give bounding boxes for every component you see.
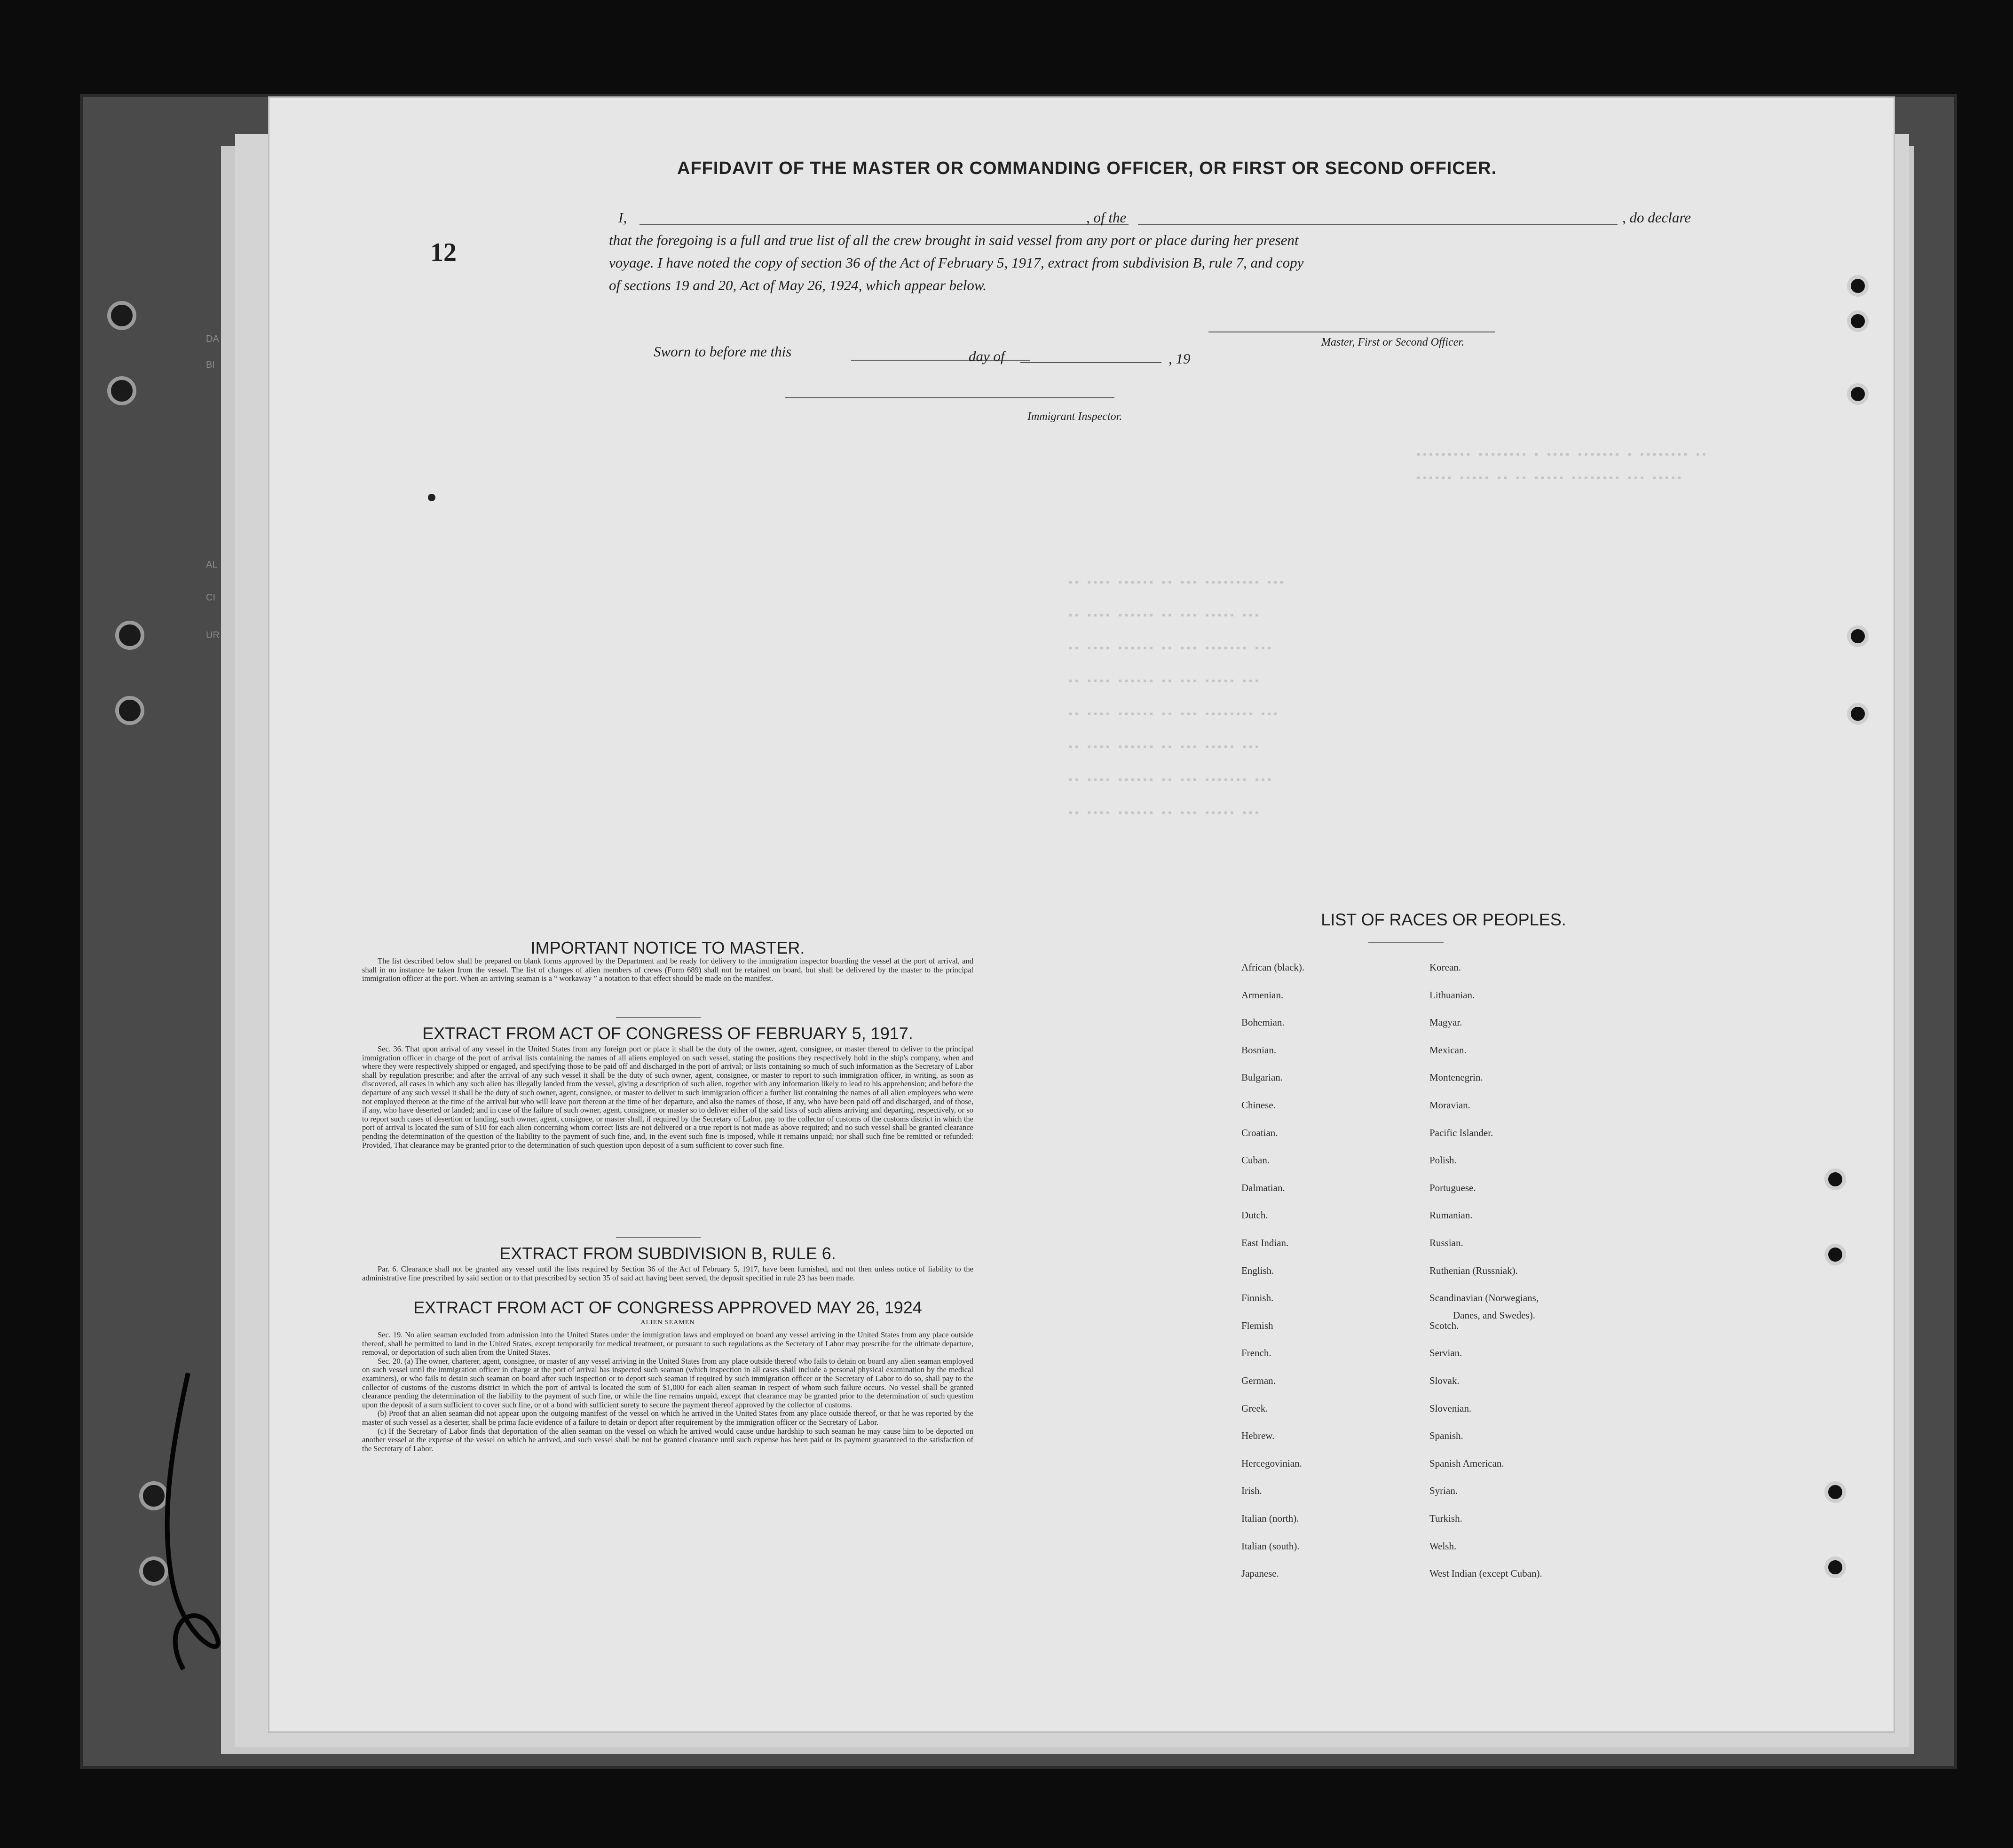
race-item: African (black). xyxy=(1241,962,1305,973)
affidavit-title: AFFIDAVIT OF THE MASTER OR COMMANDING OFFICER, OR FIRST OR SECOND OFFICER. xyxy=(677,158,1497,178)
race-item: French. xyxy=(1241,1347,1271,1359)
race-item: Italian (north). xyxy=(1241,1513,1299,1524)
extract-1917-title: EXTRACT FROM ACT OF CONGRESS OF FEBRUARY 5, 1917. xyxy=(422,1024,913,1043)
race-item: Cuban. xyxy=(1241,1154,1270,1166)
rule6-text xyxy=(362,1265,973,1282)
affidavit-line3: voyage. I have noted the copy of section 36 of the Act of February 5, 1917, extract from subdivision B, rule 7, and copy xyxy=(609,254,1304,271)
race-item: Rumanian. xyxy=(1429,1209,1473,1221)
punch-hole-icon xyxy=(1847,383,1869,405)
race-item: Russian. xyxy=(1429,1237,1463,1248)
sec20c-paragraph: (c) If the Secretary of Labor finds that deportation of the alien seaman on the vessel on which he arrived would cause undue hardship to such seaman he may cause him to be deported on another vessel at the expense of the vessel on which he arrived, and such vessel shall be not be granted clearance until such expense has been paid or its payment guaranteed to the satisfaction of the Secretary of Labor. xyxy=(362,1426,973,1453)
extract-1917-paragraph: Sec. 36. That upon arrival of any vessel in the United States from any foreign port or place it shall be the duty of the owner, agent, consignee, or master thereof to deliver to the principal immigration officer in charge of the port of arrival lists containing the names of all aliens employed on such vessel, stating the positions they respectively hold in the ship's company, when and where they were respectively shipped or engaged, and specifying those to be paid off and discharged in the port of arrival; or lists containing so much of such information as the Secretary of Labor shall by regulation prescribe; and after the arrival of any such vessel it shall be the duty of such owner, agent, consignee, or master to report to such immigration officer, in writing, as soon as discovered, all cases in which any such alien has illegally landed from the vessel, giving a description of such alien, together with any information likely to lead to his apprehension; and before the departure of any such vessel it shall be the duty of such owner, agent, consignee, or master to deliver to such immigration officer a further list containing the names of all alien employees who were not employed thereon at the time of the arrival but who will leave port thereon at the time of her departure, and also the names of those, if any, who have been paid off and discharged, and of those, if any, who have deserted or landed; and in case of the failure of such owner, agent, consignee, or master so to deliver either of the said lists of such aliens arriving and departing, respectively, or so to report such cases of desertion or landing, such owner, agent, consignee, or master shall, if required by the Secretary of Labor, pay to the collector of customs of the customs district in which the port of arrival is located the sum of $10 for each alien concerning whom correct lists are not delivered or a true report is not made as above required; and no such vessel shall be granted clearance pending the determination of the question of the liability to the payment of such fine, and, in the event such fine is imposed, while it remains unpaid; nor shall such fine be remitted or refunded: Provided, That clearance may be granted prior to the determination of such question upon deposit of a sum sufficient to cover such fine. xyxy=(362,1044,973,1150)
race-item: Welsh. xyxy=(1429,1540,1457,1552)
sworn-text: Sworn to before me this xyxy=(654,343,792,360)
race-item: Scandinavian (Norwegians, xyxy=(1429,1292,1539,1304)
punch-hole-icon xyxy=(1824,1481,1846,1503)
races-divider xyxy=(1368,942,1444,943)
race-item: Slovak. xyxy=(1429,1375,1460,1386)
bleed-through-text: ▪▪ ▪▪▪▪ ▪▪▪▪▪▪ ▪▪ ▪▪▪ ▪▪▪▪▪▪▪▪▪ ▪▪▪ ▪▪ ▪▪▪▪ ▪▪▪▪▪▪ ▪▪ ▪▪▪ ▪▪▪▪▪ ▪▪▪ ▪▪ ▪▪▪▪ ▪▪▪▪▪▪ ▪▪ ▪▪▪ ▪▪▪▪▪▪▪ ▪▪▪ ▪▪ ▪▪▪▪ ▪▪▪▪▪▪ ▪▪ ▪▪▪ ▪▪▪▪▪ ▪▪▪ ▪▪ ▪▪▪▪ ▪▪▪▪▪▪ ▪▪ ▪▪▪ ▪▪▪▪▪▪▪▪ ▪▪▪ ▪▪ ▪▪▪▪ ▪▪▪▪▪▪ ▪▪ ▪▪▪ ▪▪▪▪▪ ▪▪▪ ▪▪ ▪▪▪▪ ▪▪▪▪▪▪ ▪▪ ▪▪▪ ▪▪▪▪▪▪▪ ▪▪▪ ▪▪ ▪▪▪▪ ▪▪▪▪▪▪ ▪▪ ▪▪▪ ▪▪▪▪▪ ▪▪▪ xyxy=(1067,577,1285,819)
race-item: Dutch. xyxy=(1241,1209,1268,1221)
race-item: Italian (south). xyxy=(1241,1540,1300,1552)
race-item: Japanese. xyxy=(1241,1568,1279,1579)
race-item: Magyar. xyxy=(1429,1017,1462,1028)
race-item: Ruthenian (Russniak). xyxy=(1429,1264,1518,1276)
inspector-label: Immigrant Inspector. xyxy=(1027,411,1122,423)
inspector-signature-line xyxy=(785,397,1114,398)
vessel-blank xyxy=(1138,224,1618,225)
punch-hole-icon xyxy=(1824,1244,1846,1265)
affidavit-line4: of sections 19 and 20, Act of May 26, 1924, which appear below. xyxy=(609,277,987,293)
race-item: Portuguese. xyxy=(1429,1182,1476,1193)
edge-stub: DA xyxy=(206,334,219,344)
extract-1917-text xyxy=(362,1045,973,1150)
race-item: Moravian. xyxy=(1429,1099,1470,1111)
punch-hole-icon xyxy=(1847,703,1869,725)
race-item: Montenegrin. xyxy=(1429,1072,1483,1083)
race-item: Finnish. xyxy=(1241,1292,1274,1304)
race-item: Turkish. xyxy=(1429,1513,1462,1524)
sec20a-paragraph: Sec. 20. (a) The owner, charterer, agent, consignee, or master of any vessel arriving in the United States from any place outside thereof who fails to detain on board any alien seaman employed on such vessel until the immigration officer in charge at the port of arrival has inspected such seaman (which inspection in all cases shall include a personal physical examination by the medical examiners), or who fails to detain such seaman on board after such inspection or to deport such seaman if required by such immigration officer or the Secretary of Labor to do so, shall pay to the collector of customs of the customs district in which the port of arrival is located the sum of $1,000 for each alien seaman in respect of whom such failure occurs. No vessel shall be granted clearance pending the determination of the liability to the payment of such fine, or while the fine remains unpaid, except that clearance may be granted prior to the determination of such question upon the deposit of a sum sufficient to cover such fine, or of a bond with sufficient surety to secure the payment thereof approved by the collector of customs. xyxy=(362,1356,973,1409)
affidavit-declare: , do declare xyxy=(1622,209,1691,226)
extract-1924-text xyxy=(362,1331,973,1453)
notice-paragraph: The list described below shall be prepared on blank forms approved by the Department and be ready for delivery to the immigration inspector boarding the vessel at the port of arrival, and shall in no instance be taken from the vessel. The list of changes of alien members of crews (Form 689) shall not be retained on board, but shall be delivered by the master to the principal immigration officer at the port. When an arriving seaman is a “ workaway ” a notation to that effect should be made on the manifest. xyxy=(362,956,973,983)
race-item: Flemish xyxy=(1241,1319,1273,1331)
race-item: Pacific Islander. xyxy=(1429,1127,1493,1138)
edge-stub: UR xyxy=(206,630,220,640)
alien-seamen-subtitle: ALIEN SEAMEN xyxy=(640,1319,695,1326)
race-item: Spanish American. xyxy=(1429,1457,1504,1469)
binder-hole-icon xyxy=(107,376,136,405)
race-item: Dalmatian. xyxy=(1241,1182,1285,1193)
bleed-through-text: ▪▪▪▪▪▪▪▪▪ ▪▪▪▪▪▪▪▪ ▪ ▪▪▪▪ ▪▪▪▪▪▪▪ ▪ ▪▪▪▪▪▪▪▪ ▪▪ xyxy=(1415,449,1707,461)
race-item: English. xyxy=(1241,1264,1274,1276)
rule6-paragraph: Par. 6. Clearance shall not be granted any vessel until the lists required by Section 36 of the Act of February 5, 1917, have been furnished, and not then unless notice of liability to the administrative fine prescribed by said section or to that prescribed by section 35 of said act having been served, the deposit specified in rule 23 has been made. xyxy=(362,1264,973,1282)
race-item: Bulgarian. xyxy=(1241,1072,1283,1083)
extract-1924-title: EXTRACT FROM ACT OF CONGRESS APPROVED MAY 26, 1924 xyxy=(413,1298,922,1317)
race-item: Scotch. xyxy=(1429,1319,1459,1331)
race-item: West Indian (except Cuban). xyxy=(1429,1568,1542,1579)
manifest-page xyxy=(268,96,1895,1733)
sec20b-paragraph: (b) Proof that an alien seaman did not appear upon the outgoing manifest of the vessel on which he arrived in the United States from any place outside thereof, or that he was reported by the master of such vessel as a deserter, shall be prima facie evidence of a failure to detain or deport after requirement by the immigration officer or the Secretary of Labor. xyxy=(362,1409,973,1427)
section-divider xyxy=(616,1237,701,1238)
race-item: Syrian. xyxy=(1429,1485,1458,1497)
notice-title: IMPORTANT NOTICE TO MASTER. xyxy=(530,938,805,957)
binder-hole-icon xyxy=(107,301,136,330)
race-item: Irish. xyxy=(1241,1485,1262,1497)
master-label: Master, First or Second Officer. xyxy=(1321,336,1464,348)
punch-hole-icon xyxy=(1847,625,1869,647)
notice-text xyxy=(362,957,973,983)
race-item: Bosnian. xyxy=(1241,1044,1277,1056)
race-item: Spanish. xyxy=(1429,1430,1463,1442)
sheet-number: 12 xyxy=(430,238,457,267)
race-item: Mexican. xyxy=(1429,1044,1467,1056)
race-item: Bohemian. xyxy=(1241,1017,1285,1028)
binder-hole-icon xyxy=(115,621,144,650)
race-item: East Indian. xyxy=(1241,1237,1289,1248)
race-item: Lithuanian. xyxy=(1429,989,1475,1001)
race-item: German. xyxy=(1241,1375,1276,1386)
punch-hole-icon xyxy=(1847,275,1869,297)
section-divider xyxy=(616,1017,701,1018)
punch-hole-icon xyxy=(1847,310,1869,332)
edge-stub: CI xyxy=(206,592,215,603)
race-item: Polish. xyxy=(1429,1154,1457,1166)
day-of-text: day of xyxy=(969,348,1005,364)
punch-hole-icon xyxy=(1824,1556,1846,1578)
punch-hole-icon xyxy=(1824,1169,1846,1190)
binding-cord-icon xyxy=(141,1364,254,1693)
affidavit-of-the: , of the xyxy=(1086,209,1127,226)
race-item: Greek. xyxy=(1241,1402,1268,1414)
sec19-paragraph: Sec. 19. No alien seaman excluded from admission into the United States under the immigration laws and employed on board any vessel arriving in the United States from any place outside thereof, shall be permitted to land in the United States, except temporarily for medical treatment, or pursuant to such regulations as the Secretary of Labor may prescribe for the ultimate departure, removal, or deportation of such alien from the United States. xyxy=(362,1330,973,1357)
month-blank xyxy=(1020,362,1161,363)
bleed-through-text: ▪▪▪▪▪▪ ▪▪▪▪▪ ▪▪ ▪▪ ▪▪▪▪▪ ▪▪▪▪▪▪▪▪ ▪▪▪ ▪▪▪▪▪ xyxy=(1415,473,1682,484)
race-item: Hercegovinian. xyxy=(1241,1457,1302,1469)
race-item: Croatian. xyxy=(1241,1127,1278,1138)
ink-dot xyxy=(428,494,435,501)
year-text: , 19 xyxy=(1168,350,1191,367)
affidavit-i: I, xyxy=(618,209,627,226)
races-title: LIST OF RACES OR PEOPLES. xyxy=(1321,910,1566,929)
race-item: Chinese. xyxy=(1241,1099,1276,1111)
edge-stub: AL xyxy=(206,560,218,570)
race-item-continued: Danes, and Swedes). xyxy=(1453,1310,1535,1321)
race-item: Armenian. xyxy=(1241,989,1284,1001)
rule6-title: EXTRACT FROM SUBDIVISION B, RULE 6. xyxy=(499,1244,836,1263)
race-item: Korean. xyxy=(1429,962,1461,973)
name-blank xyxy=(639,224,1129,225)
binder-hole-icon xyxy=(115,696,144,725)
edge-stub: BI xyxy=(206,360,215,370)
race-item: Slovenian. xyxy=(1429,1402,1472,1414)
race-item: Servian. xyxy=(1429,1347,1462,1359)
race-item: Hebrew. xyxy=(1241,1430,1275,1442)
affidavit-line2: that the foregoing is a full and true list of all the crew brought in said vessel from any port or place during her present xyxy=(609,232,1299,248)
